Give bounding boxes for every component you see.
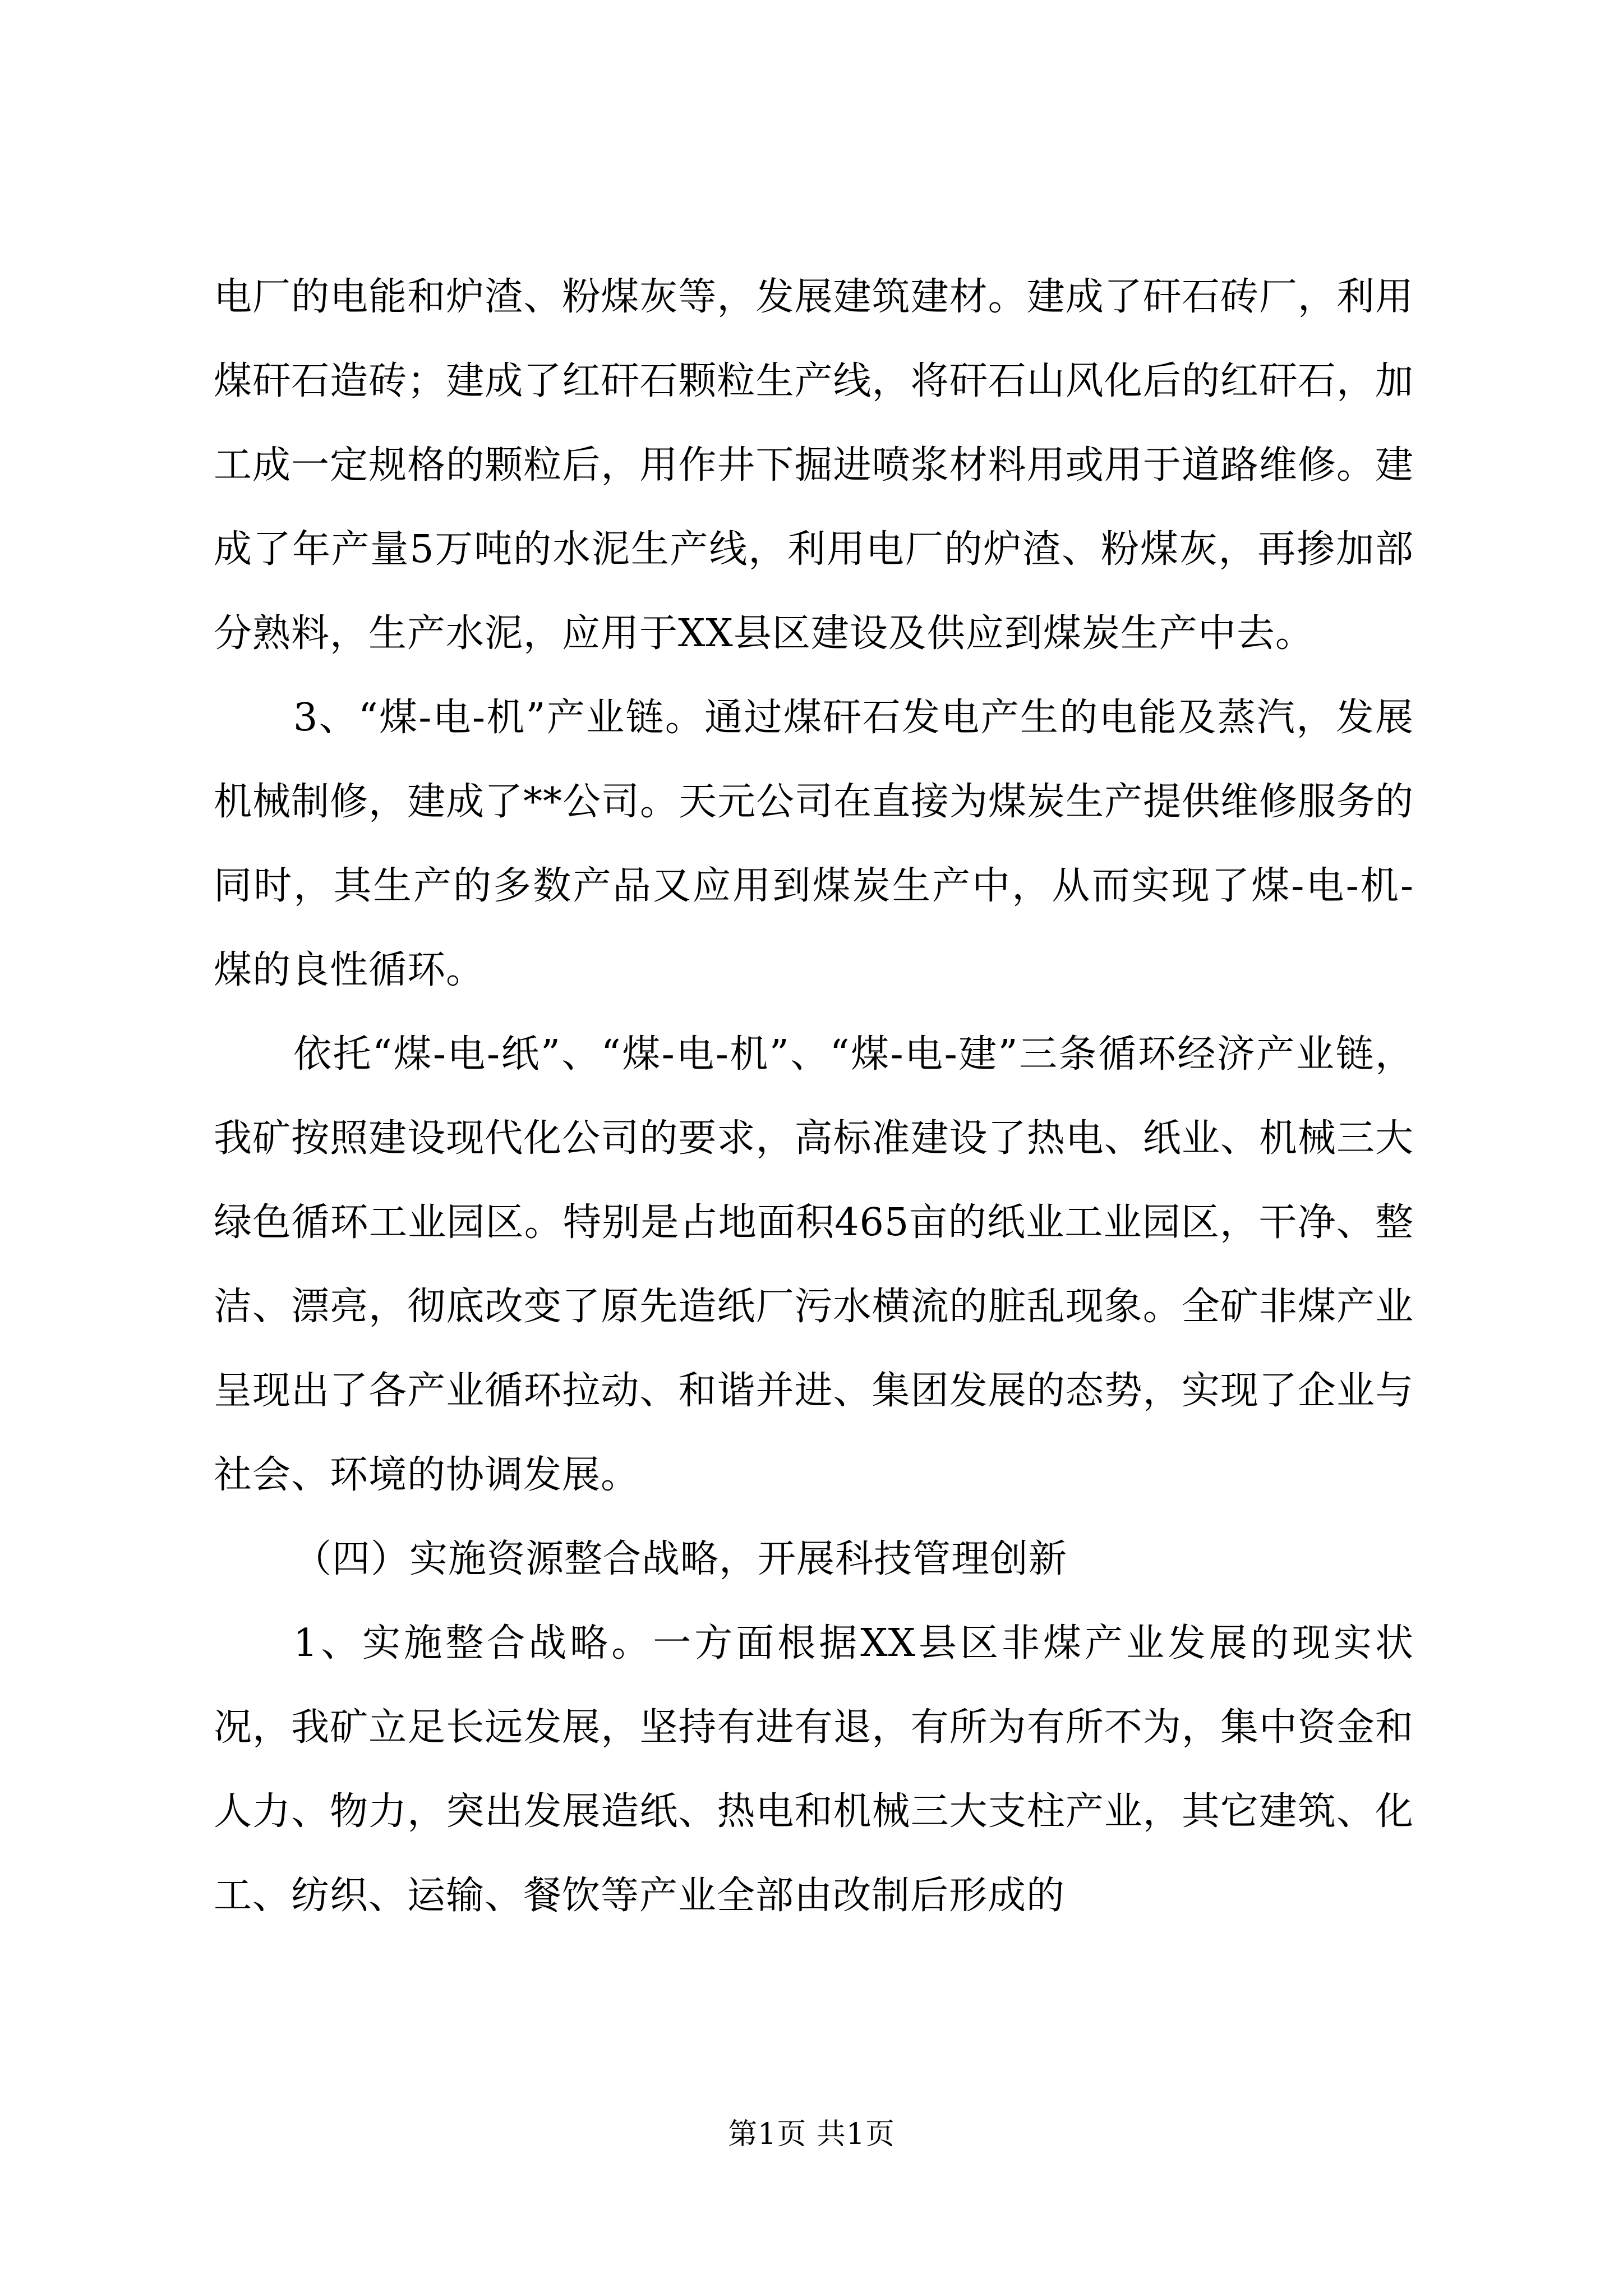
paragraph-continuation: 电厂的电能和炉渣、粉煤灰等，发展建筑建材。建成了矸石砖厂，利用煤矸石造砖；建成了红矸石颗粒生产线，将矸石山风化后的红矸石，加工成一定规格的颗粒后，用作井下掘进喷浆材料用或用于道路维修。建成了年产量5万吨的水泥生产线，利用电厂的炉渣、粉煤灰，再掺加部分熟料，生产水泥，应用于XX县区建设及供应到煤炭生产中去。 [214,275,1414,656]
paragraph-industrial-parks: 依托“煤-电-纸”、“煤-电-机”、“煤-电-建”三条循环经济产业链，我矿按照建设现代化公司的要求，高标准建设了热电、纸业、机械三大绿色循环工业园区。特别是占地面积465亩的纸业工业园区，干净、整洁、漂亮，彻底改变了原先造纸厂污水横流的脏乱现象。全矿非煤产业呈现出了各产业循环拉动、和谐并进、集团发展的态势，实现了企业与社会、环境的协调发展。 [214,1032,1414,1497]
paragraph-coal-power-machinery: 3、“煤-电-机”产业链。通过煤矸石发电产生的电能及蒸汽，发展机械制修，建成了**公司。天元公司在直接为煤炭生产提供维修服务的同时，其生产的多数产品又应用到煤炭生产中，从而实现了煤-电-机-煤的良性循环。 [214,696,1414,992]
page-footer: 第1页 共1页 [728,2118,895,2151]
paragraph-integration-strategy: 1、实施整合战略。一方面根据XX县区非煤产业发展的现实状况，我矿立足长远发展，坚持有进有退，有所为有所不为，集中资金和人力、物力，突出发展造纸、热电和机械三大支柱产业，其它建筑、化工、纺织、运输、餐饮等产业全部由改制后形成的 [214,1621,1414,1918]
section-heading: （四）实施资源整合战略，开展科技管理创新 [293,1537,1068,1581]
document-body [214,255,1414,1938]
